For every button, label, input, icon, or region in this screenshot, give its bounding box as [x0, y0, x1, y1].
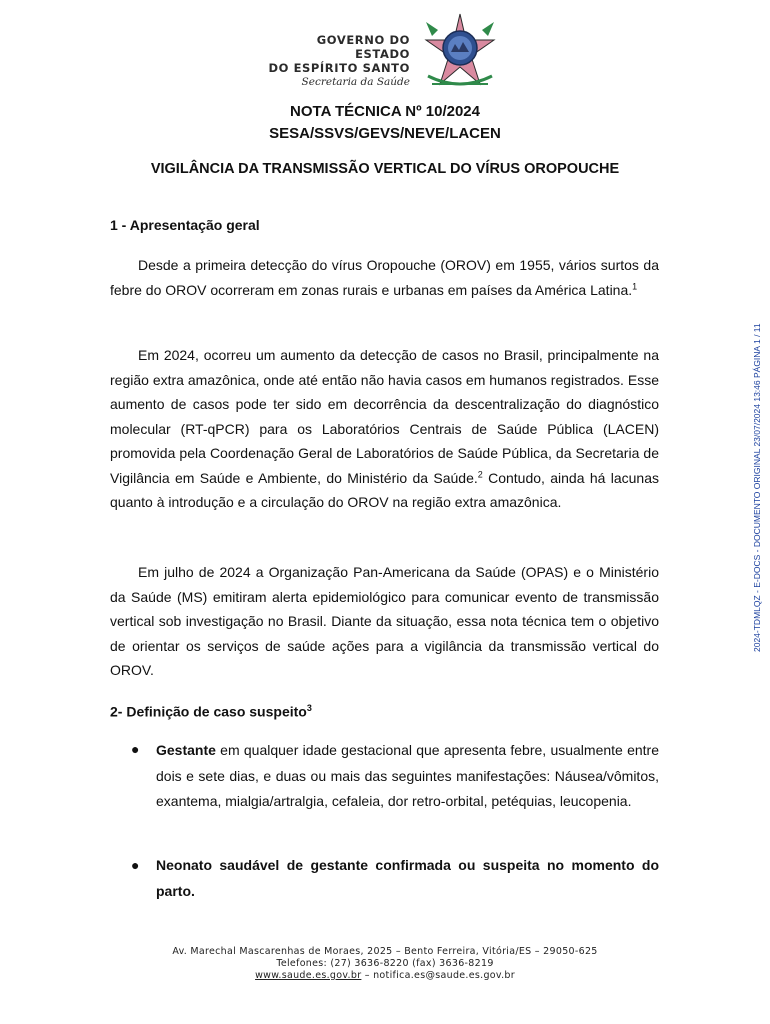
logo-line-2: DO ESPÍRITO SANTO: [268, 61, 410, 75]
edocs-stamp-text: 2024-TDMLQZ - E-DOCS - DOCUMENTO ORIGINAL 23/07/2024 13:46 PÁGINA 1 / 11: [752, 323, 762, 652]
paragraph-2: [110, 343, 659, 515]
logo-line-3: Secretaria da Saúde: [301, 76, 410, 88]
footer-separator: –: [361, 970, 374, 981]
section-1-heading: 1 - Apresentação geral: [110, 217, 260, 233]
footnote-ref-2: 2: [477, 468, 483, 479]
document-subtitle: VIGILÂNCIA DA TRANSMISSÃO VERTICAL DO VÍRUS OROPOUCHE: [150, 161, 620, 177]
bullet-icon: ●: [131, 857, 140, 873]
document-title: NOTA TÉCNICA Nº 10/2024: [290, 103, 480, 120]
paragraph-2-text-a: Em 2024, ocorreu um aumento da detecção de casos no Brasil, principalmente na região extra amazônica, onde até então não havia casos em humanos registrados. Esse aumento de casos pode ter sido em decorrência da descentralização do diagnóstico molecular (RT-qPCR) para os Laboratórios Centrais de Saúde Pública (LACEN) promovida pela Coordenação Geral de Laboratórios de Saúde Pública, da Secretaria de Vigilância em Saúde e Ambiente, do Ministério da Saúde.: [110, 347, 659, 486]
state-coat-of-arms-icon: [418, 10, 502, 94]
list-item-gestante-text: em qualquer idade gestacional que apresenta febre, usualmente entre dois e sete dias, e duas ou mais das seguintes manifestações: Náusea/vômitos, exantema, mialgia/artralgia, cefaleia, dor retro-orbital, petéquias, leucopenia.: [156, 742, 659, 809]
edocs-stamp: [752, 312, 764, 652]
logo-line-1: GOVERNO DO ESTADO: [316, 33, 410, 61]
list-item-gestante-label: Gestante: [156, 742, 216, 758]
paragraph-3-text: Em julho de 2024 a Organização Pan-Americana da Saúde (OPAS) e o Ministério da Saúde (MS) emitiram alerta epidemiológico para comunicar evento de transmissão vertical sob investigação no Brasil. Diante da situação, essa nota técnica tem o objetivo de orientar os serviços de saúde ações para a vigilância da transmissão vertical do OROV.: [110, 564, 659, 678]
footer-website-link[interactable]: www.saude.es.gov.br: [255, 970, 362, 981]
footnote-ref-3: 3: [306, 703, 312, 713]
paragraph-1: [110, 253, 659, 302]
section-2-heading: [110, 703, 312, 720]
paragraph-2-text-b: Contudo, ainda há lacunas quanto à introdução e a circulação do OROV na região extra amazônica.: [110, 469, 660, 510]
footnote-ref-1: 1: [632, 280, 638, 291]
bullet-icon: ●: [131, 741, 140, 757]
document-code: SESA/SSVS/GEVS/NEVE/LACEN: [269, 125, 501, 142]
footer-email[interactable]: notifica.es@saude.es.gov.br: [373, 970, 515, 981]
footer-address: Av. Marechal Mascarenhas de Moraes, 2025 – Bento Ferreira, Vitória/ES – 29050-625: [172, 946, 598, 957]
list-item-neonato-text: Neonato saudável de gestante confirmada ou suspeita no momento do parto.: [156, 857, 659, 899]
list-item-neonato: [156, 853, 659, 904]
paragraph-1-text: Desde a primeira detecção do vírus Oropouche (OROV) em 1955, vários surtos da febre do OROV ocorreram em zonas rurais e urbanas em países da América Latina.: [110, 257, 659, 298]
footer-phones: Telefones: (27) 3636-8220 (fax) 3636-8219: [276, 958, 494, 969]
list-item-gestante: [156, 738, 659, 815]
paragraph-3: [110, 560, 659, 683]
section-2-heading-text: 2- Definição de caso suspeito: [110, 703, 307, 720]
government-logo-text: [262, 33, 410, 89]
footer-contacts: [0, 970, 770, 982]
